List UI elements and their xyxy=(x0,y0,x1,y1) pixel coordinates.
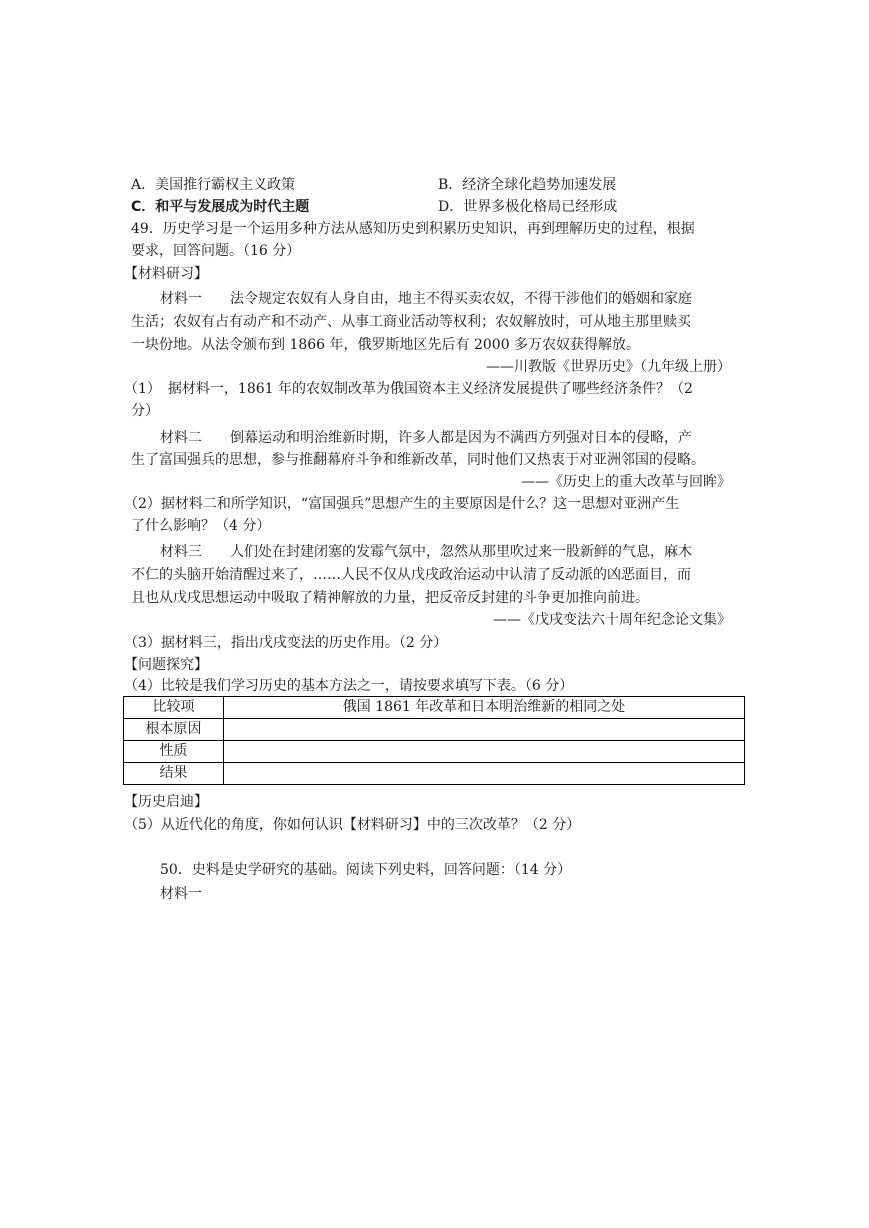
q49-5: （5）从近代化的角度，你如何认识【材料研习】中的三次改革？（2 分） xyxy=(124,817,581,833)
table-header-item: 比较项 xyxy=(124,697,224,719)
table-row xyxy=(124,763,745,785)
table-row-answer-cell[interactable] xyxy=(224,741,745,763)
q49-2-line2: 了什么影响？（4 分） xyxy=(131,518,271,534)
q50-intro: 50．史料是史学研究的基础。阅读下列史料，回答问题：（14 分） xyxy=(160,862,572,878)
section-material-research: 【材料研习】 xyxy=(124,266,208,282)
q49-1-line2: 分） xyxy=(131,403,159,419)
table-row xyxy=(124,741,745,763)
material3-line2: 不仁的头脑开始清醒过来了，……人民不仅从戊戌政治运动中认清了反动派的凶恶面目，而 xyxy=(131,567,691,583)
table-header-row xyxy=(124,697,745,719)
material1-line3: 一块份地。从法令颁布到 1866 年，俄罗斯地区先后有 2000 多万农奴获得解放。 xyxy=(131,337,641,353)
table-row-label: 结果 xyxy=(124,763,224,785)
table-row-answer-cell[interactable] xyxy=(224,719,745,741)
q48-option-d: D．世界多极化格局已经形成 xyxy=(438,199,618,215)
q48-option-b: B．经济全球化趋势加速发展 xyxy=(438,177,617,193)
material2-line2: 生了富国强兵的思想，参与推翻幕府斗争和维新改革，同时他们又热衷于对亚洲邻国的侵略。 xyxy=(131,452,705,468)
material1-line2: 生活；农奴有占有动产和不动产、从事工商业活动等权利；农奴解放时，可从地主那里赎买 xyxy=(131,314,691,330)
table-row-label: 根本原因 xyxy=(124,719,224,741)
material2-line1: 材料二 倒幕运动和明治维新时期，许多人都是因为不满西方列强对日本的侵略，产 xyxy=(160,430,692,446)
material2-citation: ——《历史上的重大改革与回眸》 xyxy=(521,474,731,490)
q49-2-line1: （2）据材料二和所学知识，“富国强兵”思想产生的主要原因是什么？这一思想对亚洲产生 xyxy=(124,496,680,512)
q49-3: （3）据材料三，指出戊戌变法的历史作用。（2 分） xyxy=(124,635,448,651)
q49-intro-line1: 49．历史学习是一个运用多种方法从感知历史到积累历史知识，再到理解历史的过程，根据 xyxy=(131,221,695,237)
material1-line1: 材料一 法令规定农奴有人身自由，地主不得买卖农奴，不得干涉他们的婚姻和家庭 xyxy=(160,291,692,307)
comparison-table xyxy=(123,696,745,785)
section-problem-inquiry: 【问题探究】 xyxy=(124,657,208,673)
q49-1-line1: （1） 据材料一，1861 年的农奴制改革为俄国资本主义经济发展提供了哪些经济条件？（2 xyxy=(124,381,693,397)
table-header-desc: 俄国 1861 年改革和日本明治维新的相同之处 xyxy=(224,697,745,719)
material3-line1: 材料三 人们处在封建闭塞的发霉气氛中，忽然从那里吹过来一股新鲜的气息，麻木 xyxy=(160,544,692,560)
q50-material1-label: 材料一 xyxy=(160,886,202,902)
q49-4: （4）比较是我们学习历史的基本方法之一，请按要求填写下表。（6 分） xyxy=(124,678,574,694)
material1-citation: ——川教版《世界历史》（九年级上册） xyxy=(486,359,731,375)
table-row xyxy=(124,719,745,741)
section-history-insight: 【历史启迪】 xyxy=(124,794,208,810)
material3-citation: ——《戊戌变法六十周年纪念论文集》 xyxy=(493,612,731,628)
q48-option-a: A．美国推行霸权主义政策 xyxy=(131,177,296,193)
q49-intro-line2: 要求，回答问题。（16 分） xyxy=(131,243,301,259)
q48-option-c: C．和平与发展成为时代主题 xyxy=(131,199,310,215)
table-row-answer-cell[interactable] xyxy=(224,763,745,785)
material3-line3: 且也从戊戌思想运动中吸取了精神解放的力量，把反帝反封建的斗争更加推向前进。 xyxy=(131,590,649,606)
table-row-label: 性质 xyxy=(124,741,224,763)
